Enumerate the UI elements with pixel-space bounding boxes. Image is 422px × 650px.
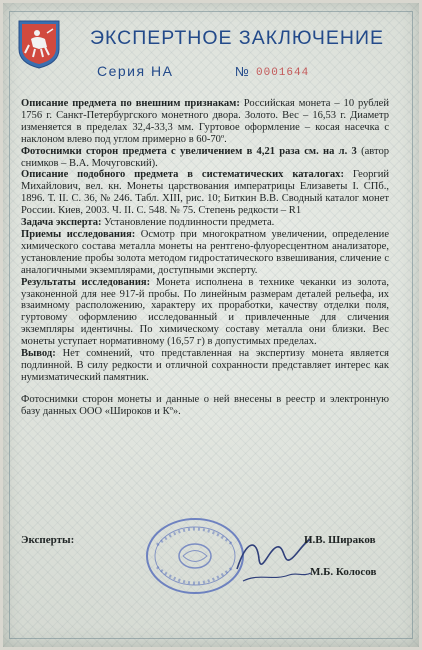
external-description-text: Российская монета – 10 рублей 1756 г. Санкт-Петербургского монетного двора. Золото. Вес – 16,53 г. Диаметр изменяется в пределах 32,4-33,3 мм. Гуртовое оформление – косая насечка с наклоном влево под углом примерно в 60-70º. — [21, 98, 389, 145]
moscow-coat-of-arms-icon — [17, 19, 61, 69]
task-text: Установление подлинности предмета. — [104, 217, 275, 229]
certificate-body — [21, 98, 389, 418]
expert-name-2: М.Б. Колосов — [310, 566, 377, 578]
external-description-label: Описание предмета по внешним признакам: — [21, 98, 240, 109]
conclusion-label: Вывод: — [21, 348, 56, 360]
catalogs-text: Георгий Михайлович, вел. кн. Монеты царствования императрицы Елизаветы I. СПб., 1896. Т. II. С. 36, № 246. Табл. XIII, рис. 10; Биткин В.В. Сводный каталог монет России. Киев, 2003. Ч. II. С. 548. № 75. Степень редкости – R1 — [21, 169, 390, 217]
results-text: Монета исполнена в технике чеканки из золота, узаконенной для нее 917-й пробы. По линейным размерам деталей рельефа, их взаимному расположению, характеру их проработки, качеству отделки поля, гуртовому оформлению исследованный и привлеченные для сличения экземпляры идентичны. По химическому составу металла они близки. Вес монеты уступает нормативному (16,57 г) в допустимых пределах. — [21, 276, 389, 348]
round-stamp-icon — [143, 515, 247, 597]
results-label: Результаты исследования: — [21, 276, 151, 288]
registry-note: Фотоснимки сторон монеты и данные о ней внесены в реестр и электронную базу данных ООО «Широков и Кº». — [21, 393, 389, 417]
methods-label: Приемы исследования: — [21, 228, 136, 240]
expert-name-1: И.В. Шираков — [304, 534, 376, 546]
research-methods — [21, 229, 389, 277]
document-title: ЭКСПЕРТНОЕ ЗАКЛЮЧЕНИЕ — [89, 27, 385, 49]
experts-label: Эксперты: — [21, 534, 75, 546]
conclusion-text: Нет сомнений, что представленная на экспертизу монета является подлинной. В силу редкости и отличной сохранности представляет интерес как нумизматический памятник. — [21, 348, 389, 383]
photos-note — [21, 146, 389, 170]
methods-text: Осмотр при многократном увеличении, определение химического состава металла монеты на рентгено-флуоресцентном анализаторе, установление пробы золота методом гидростатического взвешивания, сличение с аналогичными экземплярами, доступными эксперту. — [21, 228, 390, 276]
expert-task — [21, 217, 389, 229]
research-results — [21, 277, 389, 348]
series-label: Серия НА — [97, 63, 174, 79]
catalogs-label: Описание подобного предмета в систематических каталогах: — [21, 169, 344, 181]
number-sign: № — [235, 64, 249, 79]
signature-icon — [233, 529, 315, 589]
conclusion — [21, 348, 389, 384]
certificate-page — [3, 3, 419, 647]
task-label: Задача эксперта: — [21, 217, 102, 229]
spacer — [21, 384, 389, 394]
external-description — [21, 98, 389, 146]
serial-number: 0001644 — [256, 67, 310, 79]
photos-note-label: Фотоснимки сторон предмета с увеличением в 4,21 раза см. на л. 3 — [21, 145, 357, 157]
photos-note-text: (автор снимков – В.А. Мочуговский). — [21, 145, 390, 169]
catalogs-description — [21, 169, 389, 217]
